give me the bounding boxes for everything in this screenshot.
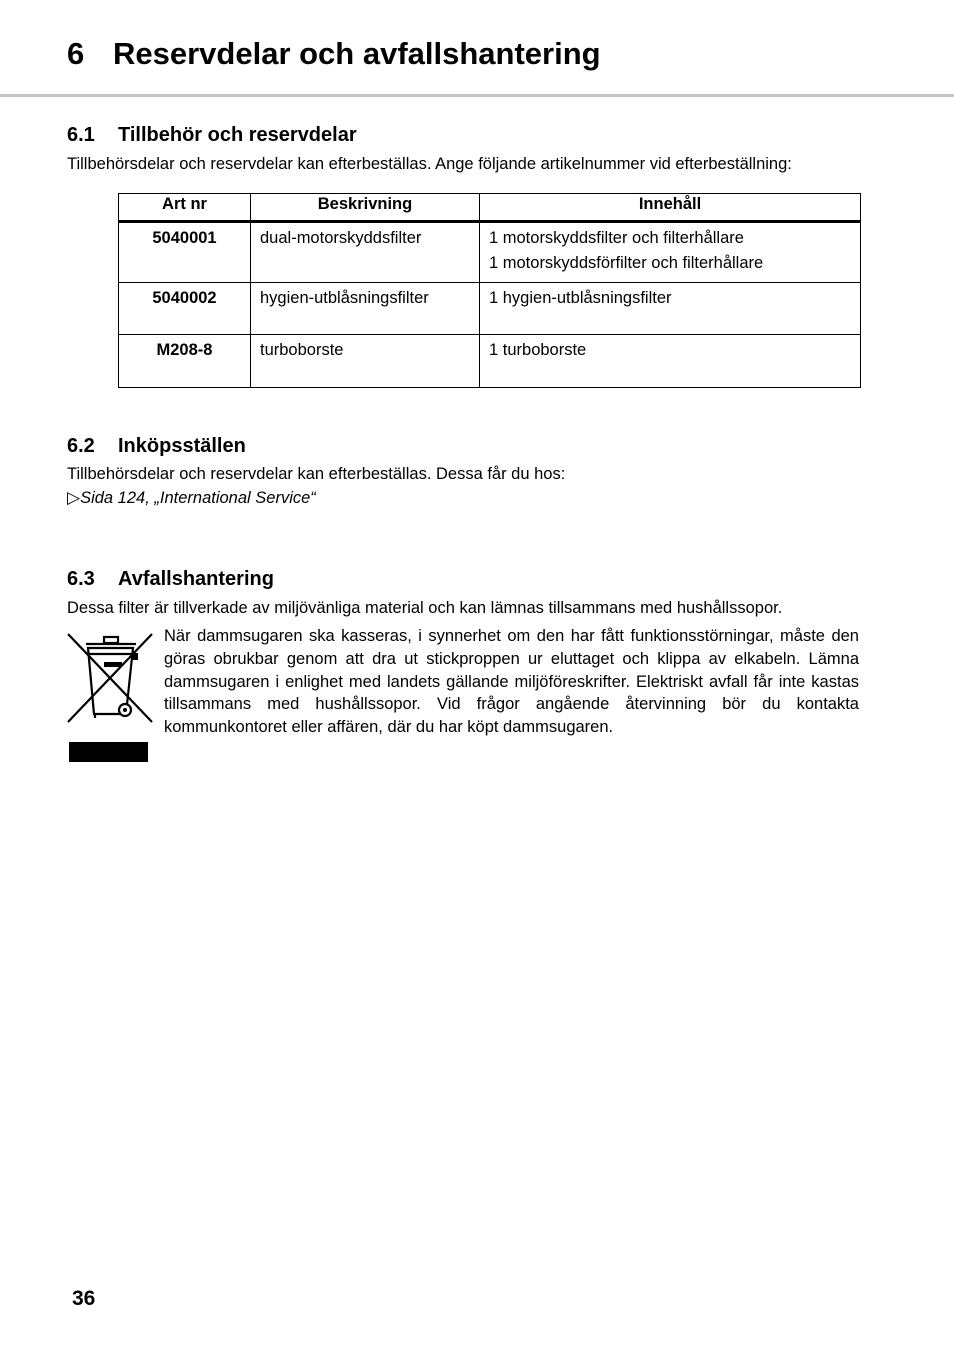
content-cell xyxy=(480,335,861,388)
table-header-row xyxy=(119,194,861,222)
content-line: 1 turboborste xyxy=(489,341,587,359)
page-number: 36 xyxy=(72,1287,96,1310)
table-row xyxy=(119,283,861,335)
art-nr-cell: 5040001 xyxy=(119,222,251,283)
art-nr-cell: 5040002 xyxy=(119,283,251,335)
content-cell xyxy=(480,222,861,283)
spare-parts-table xyxy=(118,193,861,388)
page-reference-link[interactable] xyxy=(67,487,316,509)
section-6-1-title xyxy=(67,123,357,147)
section-number: 6.3 xyxy=(67,568,95,590)
chapter-title xyxy=(67,30,601,78)
disposal-instructions: När dammsugaren ska kasseras, i synnerhet om den har fått funktionsstörningar, måste den göras obrukbar genom att dra ut stickproppen ur eluttaget och klippa av elkabeln. Lämna dammsugaren i enlighet med landets gällande miljöföreskrifter. Elektriskt avfall får inte kastas tillsammans med hushållssopor. Vid frågor angående återvinning bör du kontakta kommunkontoret eller affären, där du har köpt dammsugaren. xyxy=(164,627,859,737)
content-line: 1 hygien-utblåsningsfilter xyxy=(489,289,672,307)
crossed-out-wheelie-bin-icon xyxy=(66,630,156,764)
section-title-text: Inköpsställen xyxy=(118,435,246,457)
column-header-description: Beskrivning xyxy=(251,194,480,222)
content-line: 1 motorskyddsförfilter och filterhållare xyxy=(489,254,764,272)
description-cell: hygien-utblåsningsfilter xyxy=(251,283,480,335)
section-title-text: Tillbehör och reservdelar xyxy=(118,124,357,146)
column-header-content: Innehåll xyxy=(480,194,861,222)
description-cell: dual-motorskyddsfilter xyxy=(251,222,480,283)
art-nr-cell: M208-8 xyxy=(119,335,251,388)
table-row xyxy=(119,335,861,388)
section-title-text: Avfallshantering xyxy=(118,568,274,590)
section-6-2-title xyxy=(67,434,246,458)
section-number: 6.2 xyxy=(67,435,95,457)
content-cell xyxy=(480,283,861,335)
reference-arrow-icon: ▷ xyxy=(67,488,81,507)
section-6-3-title xyxy=(67,567,274,591)
reference-text: Sida 124, „International Service“ xyxy=(80,489,316,507)
section-6-3-text: Dessa filter är tillverkade av miljövänliga material och kan lämnas tillsammans med hushållssopor. xyxy=(67,599,783,617)
column-header-art-nr: Art nr xyxy=(119,194,251,222)
section-6-1-intro: Tillbehörsdelar och reservdelar kan efterbeställas. Ange följande artikelnummer vid efterbeställning: xyxy=(67,155,792,173)
content-line: 1 motorskyddsfilter och filterhållare xyxy=(489,229,744,247)
title-divider xyxy=(0,94,954,97)
section-number: 6.1 xyxy=(67,124,95,146)
chapter-title-text: Reservdelar och avfallshantering xyxy=(113,36,601,71)
section-6-2-text: Tillbehörsdelar och reservdelar kan efterbeställas. Dessa får du hos: xyxy=(67,465,566,483)
table-row xyxy=(119,222,861,283)
description-cell: turboborste xyxy=(251,335,480,388)
chapter-number: 6 xyxy=(67,36,85,71)
